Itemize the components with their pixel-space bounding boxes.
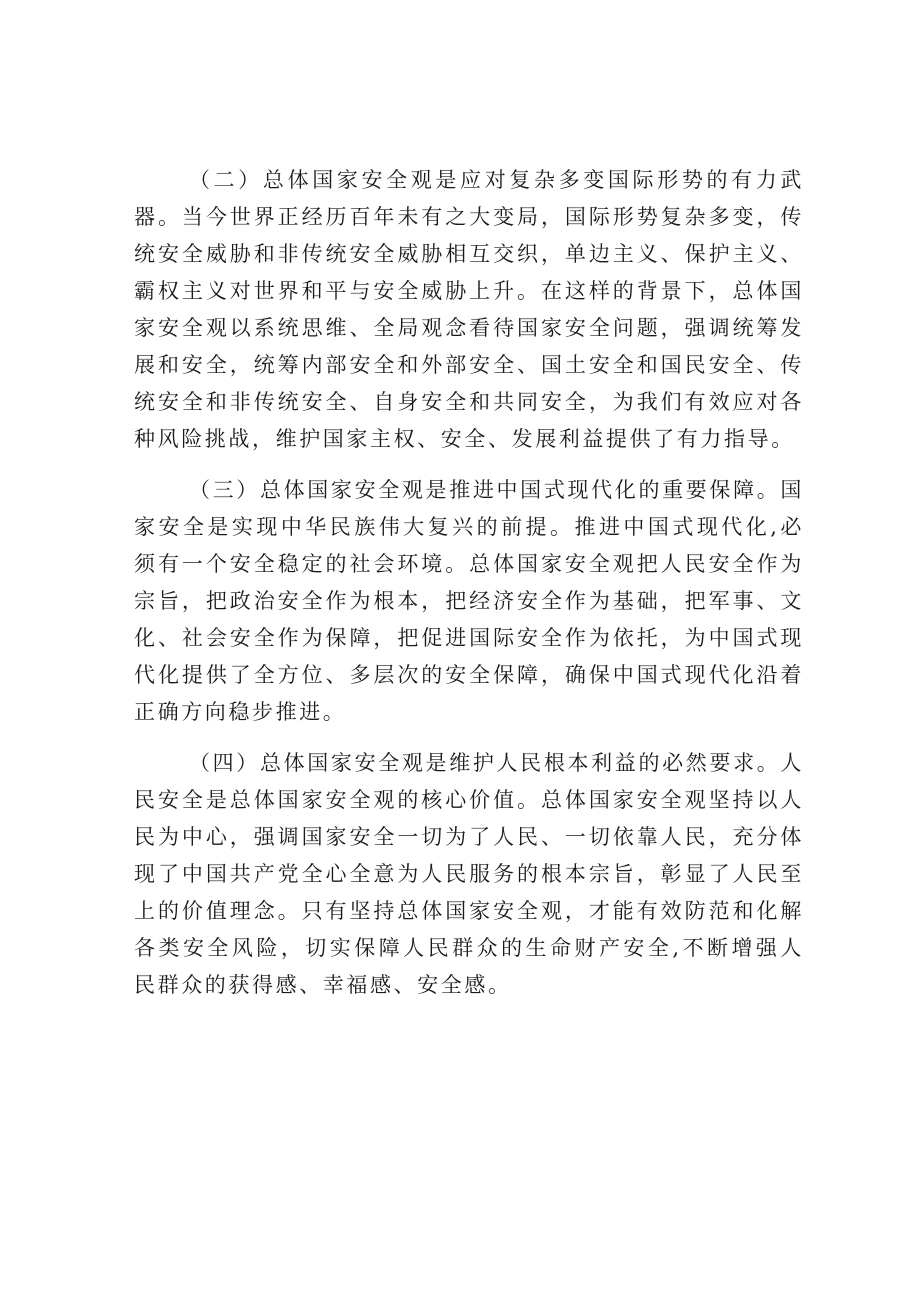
document-body [134,162,804,1004]
paragraph-section-3: （三）总体国家安全观是推进中国式现代化的重要保障。国家安全是实现中华民族伟大复兴的前提。推进中国式现代化,必须有一个安全稳定的社会环境。总体国家安全观把人民安全作为宗旨，把政治安全作为根本，把经济安全作为基础，把军事、文化、社会安全作为保障，把促进国际安全作为依托，为中国式现代化提供了全方位、多层次的安全保障，确保中国式现代化沿着正确方向稳步推进。 [134,478,804,724]
paragraph-section-2: （二）总体国家安全观是应对复杂多变国际形势的有力武器。当今世界正经历百年未有之大变局，国际形势复杂多变，传统安全威胁和非传统安全威胁相互交织，单边主义、保护主义、霸权主义对世界和平与安全威胁上升。在这样的背景下，总体国家安全观以系统思维、全局观念看待国家安全问题，强调统筹发展和安全，统筹内部安全和外部安全、国土安全和国民安全、传统安全和非传统安全、自身安全和共同安全，为我们有效应对各种风险挑战，维护国家主权、安全、发展利益提供了有力指导。 [134,168,804,451]
paragraph-section-4: （四）总体国家安全观是维护人民根本利益的必然要求。人民安全是总体国家安全观的核心价值。总体国家安全观坚持以人民为中心，强调国家安全一切为了人民、一切依靠人民，充分体现了中国共产党全心全意为人民服务的根本宗旨，彰显了人民至上的价值理念。只有坚持总体国家安全观，才能有效防范和化解各类安全风险，切实保障人民群众的生命财产安全,不断增强人民群众的获得感、幸福感、安全感。 [134,751,804,997]
